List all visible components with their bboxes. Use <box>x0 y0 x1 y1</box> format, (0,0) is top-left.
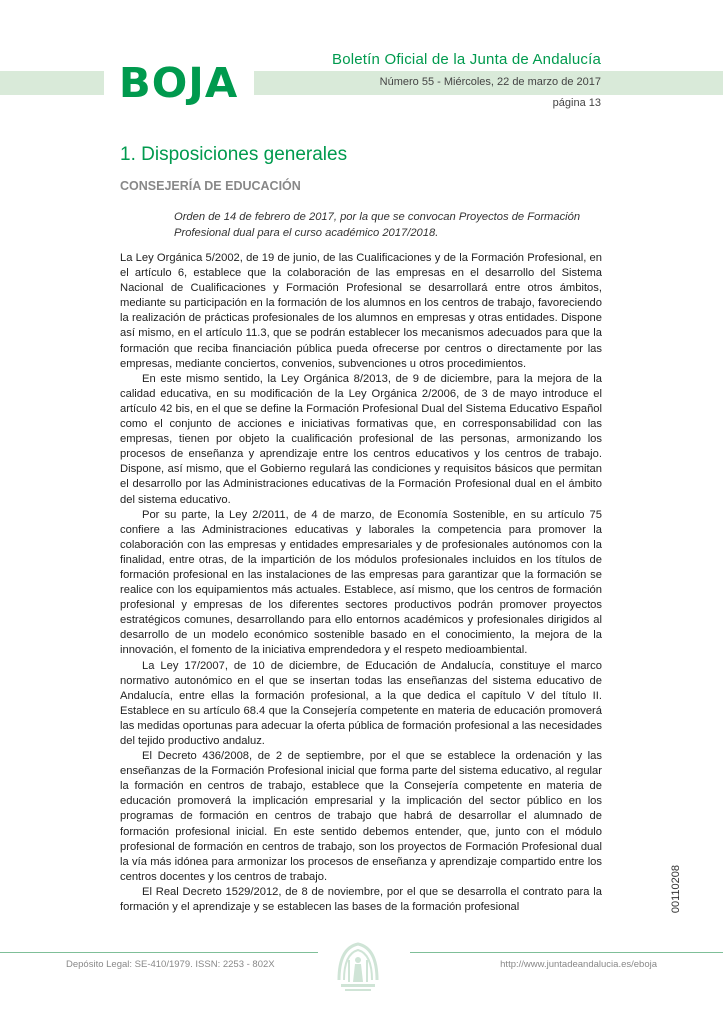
paragraph: El Decreto 436/2008, de 2 de septiembre, por el que se establece la ordenación y las enseñanzas de la Formación Profesional inicial que forma parte del sistema educativo, al regular la formación en centros de trabajo, establece que la Consejería competente en materia de educación promoverá la implicación empresarial y la implicación del sector público en los programas de formación en centros de trabajo que habrá de desarrollar el alumnado de formación profesional inicial. En este sentido debemos entender, que, junto con el módulo profesional de formación en centros de trabajo, son los proyectos de Formación Profesional dual la vía más idónea para armonizar los procesos de enseñanza y aprendizaje compartido entre los centros docentes y los centros de trabajo. <box>120 750 602 883</box>
paragraph: La Ley Orgánica 5/2002, de 19 de junio, de las Cualificaciones y de la Formación Profesional, en el artículo 6, establece que la colaboración de las empresas en el desarrollo del Sistema Nacional de Cualificaciones y Formación Profesional se desarrollará entre otros ámbitos, mediante su participación en la formación de los alumnos en los centros de trabajo, favoreciendo la realización de prácticas profesionales de los alumnos en empresas y otras entidades. Dispone así mismo, en el artículo 11.3, que se podrán establecer los mecanismos adecuados para que la formación que reciba financiación pública pueda ofrecerse por centros o directamente por las empresas, mediante conciertos, convenios, subvenciones u otros procedimientos. <box>120 252 602 370</box>
paragraph: La Ley 17/2007, de 10 de diciembre, de Educación de Andalucía, constituye el marco normativo autonómico en el que se insertan todas las enseñanzas del sistema educativo de Andalucía, entre ellas la formación profesional, a la que dedica el capítulo V del título II. Establece en su artículo 68.4 que la Consejería competente en materia de educación promoverá las medidas oportunas para adecuar la oferta pública de formación profesional a las necesidades del tejido productivo andaluz. <box>120 659 602 747</box>
paragraph: El Real Decreto 1529/2012, de 8 de noviembre, por el que se desarrolla el contrato para la formación y el aprendizaje y se establecen las bases de la formación profesional <box>120 885 602 914</box>
header-band-left <box>0 71 104 95</box>
paragraph: Por su parte, la Ley 2/2011, de 4 de marzo, de Economía Sostenible, en su artículo 75 confiere a las Administraciones educativas y laborales la competencia para promover la colaboración con las empresas y entidades empresariales y de profesionales autónomos con la finalidad, entre otras, de la impartición de los módulos profesionales incluidos en los títulos de formación profesional en las instalaciones de las empresas para garantizar que la formación se realice con los equipamientos más actuales. Establece, así mismo, que los centros de formación profesional y empresas de los diferentes sectores productivos podrán promover proyectos estratégicos comunes, desarrollando para ello entornos académicos y profesionales dirigidos al desarrollo de un modelo económico sostenible basado en el conocimiento, la mejora de la innovación, el fomento de la iniciativa emprendedora y el respeto medioambiental. <box>120 508 602 657</box>
footer-divider-left <box>0 952 318 953</box>
section-title: 1. Disposiciones generales <box>120 144 348 165</box>
paragraph: En este mismo sentido, la Ley Orgánica 8/2013, de 9 de diciembre, para la mejora de la calidad educativa, en su modificación de la Ley Orgánica 2/2006, de 3 de mayo introduce el artículo 42 bis, en el que se define la Formación Profesional Dual del Sistema Educativo Español como el conjunto de acciones e iniciativas formativas que, en corresponsabilidad con las empresas, tienen por objeto la cualificación profesional de las personas, armonizando los procesos de enseñanza y aprendizaje entre los centros educativos y los centros de trabajo. Dispone, así mismo, que el Gobierno regulará las condiciones y requisitos básicos que permitan el desarrollo por las Administraciones educativas de la Formación Profesional dual en el ámbito del sistema educativo. <box>120 372 602 506</box>
boja-logo: BOJA <box>118 59 239 107</box>
document-body <box>120 251 602 915</box>
footer-divider-right <box>410 952 723 953</box>
legal-deposit: Depósito Legal: SE-410/1979. ISSN: 2253 - 802X <box>66 959 275 970</box>
order-title: Orden de 14 de febrero de 2017, por la que se convocan Proyectos de Formación Profesional dual para el curso académico 2017/2018. <box>174 211 581 239</box>
ministry-name: CONSEJERÍA DE EDUCACIÓN <box>120 179 301 193</box>
document-id: 00110208 <box>670 865 682 914</box>
junta-andalucia-emblem-icon <box>333 938 383 998</box>
issue-info: Número 55 - Miércoles, 22 de marzo de 2017 <box>379 76 601 88</box>
footer-url[interactable]: http://www.juntadeandalucia.es/eboja <box>500 959 657 970</box>
publication-title: Boletín Oficial de la Junta de Andalucía <box>331 51 601 68</box>
page-number: página 13 <box>552 97 601 109</box>
